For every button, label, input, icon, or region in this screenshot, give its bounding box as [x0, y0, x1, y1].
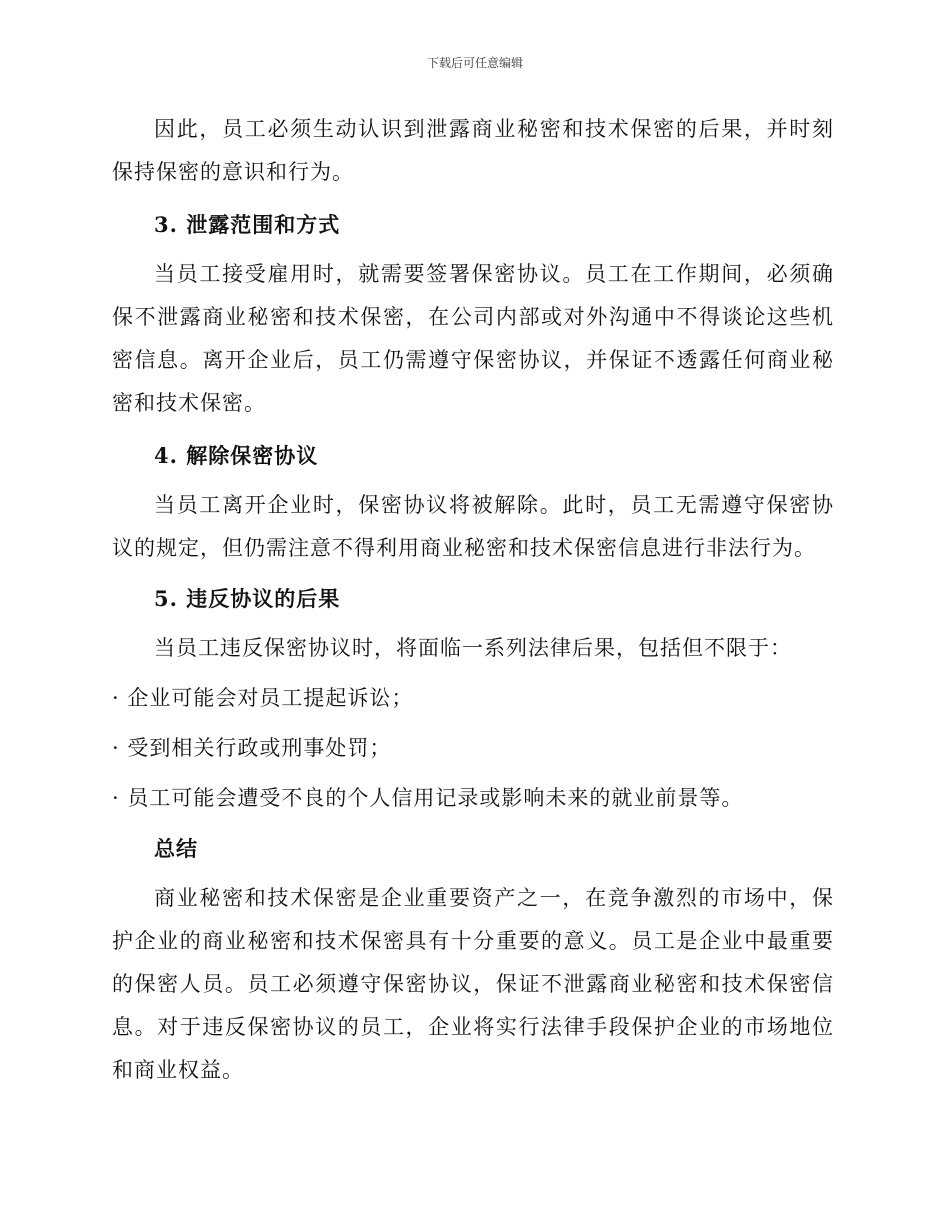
document-body — [112, 108, 834, 1092]
heading-disclosure-scope: 3. 泄露范围和方式 — [154, 212, 341, 237]
paragraph-disclosure-scope: 当员工接受雇用时，就需要签署保密协议。员工在工作期间，必须确保不泄露商业秘密和技术保密，在公司内部或对外沟通中不得谈论这些机密信息。离开企业后，员工仍需遵守保密协议，并保证不透露任何商业秘密和技术保密。 — [112, 262, 834, 415]
page-header: 下载后可任意编辑 — [426, 56, 523, 70]
bullet-item-penalty: · 受到相关行政或刑事处罚； — [112, 736, 392, 760]
bullet-item-credit-record: · 员工可能会遭受不良的个人信用记录或影响未来的就业前景等。 — [112, 786, 744, 810]
paragraph-agreement-termination: 当员工离开企业时，保密协议将被解除。此时，员工无需遵守保密协议的规定，但仍需注意不得利用商业秘密和技术保密信息进行非法行为。 — [112, 493, 834, 560]
heading-agreement-termination: 4. 解除保密协议 — [154, 443, 319, 468]
paragraph-summary: 商业秘密和技术保密是企业重要资产之一，在竞争激烈的市场中，保护企业的商业秘密和技术保密具有十分重要的意义。员工是企业中最重要的保密人员。员工必须遵守保密协议，保证不泄露商业秘密和技术保密信息。对于违反保密协议的员工，企业将实行法律手段保护企业的市场地位和商业权益。 — [112, 886, 834, 1082]
heading-breach-consequences: 5. 违反协议的后果 — [154, 586, 341, 611]
paragraph-breach-consequences: 当员工违反保密协议时，将面临一系列法律后果，包括但不限于： — [154, 636, 792, 660]
bullet-item-lawsuit: · 企业可能会对员工提起诉讼； — [112, 686, 414, 710]
heading-summary: 总结 — [154, 836, 198, 861]
paragraph-consequences-awareness: 因此，员工必须生动认识到泄露商业秘密和技术保密的后果，并时刻保持保密的意识和行为。 — [112, 117, 834, 184]
